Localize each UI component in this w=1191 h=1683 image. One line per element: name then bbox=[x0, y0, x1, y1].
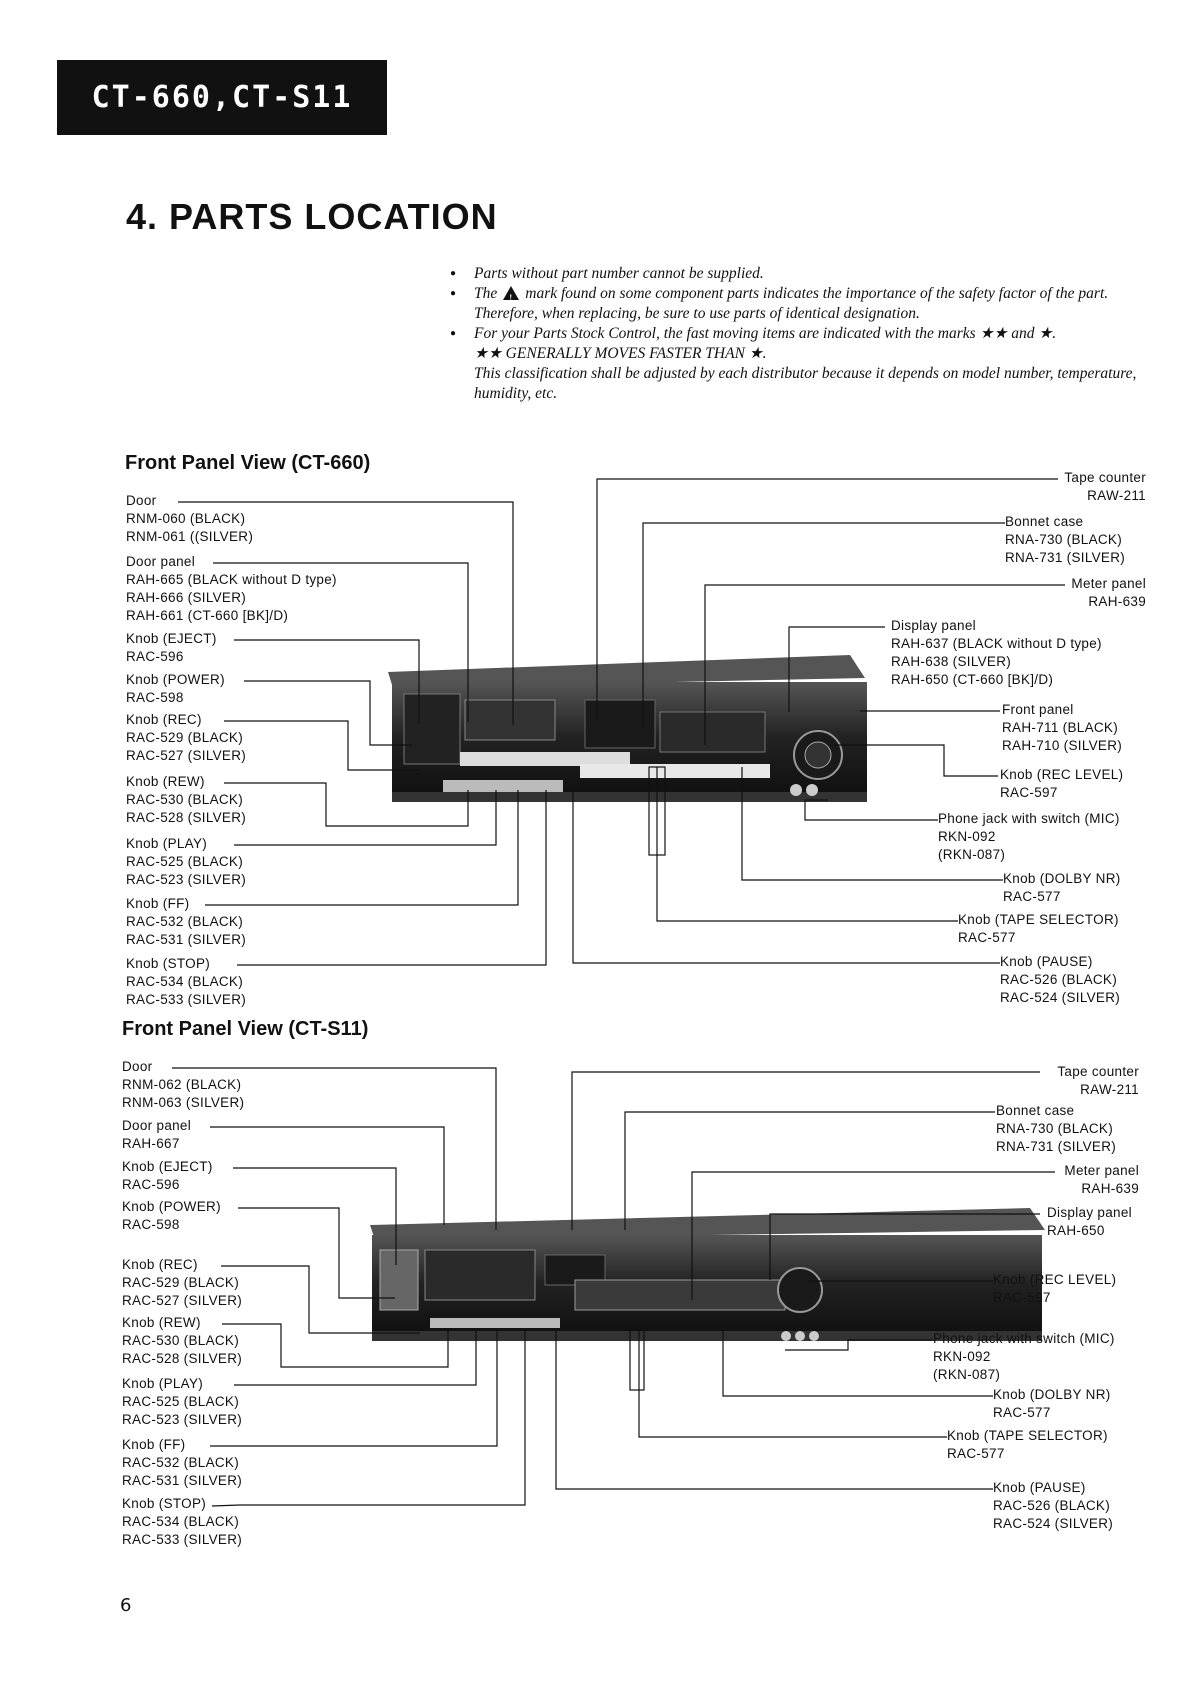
label-knob-stop bbox=[122, 1495, 242, 1549]
label-meter-panel bbox=[1071, 575, 1146, 611]
label-knob-pause bbox=[1000, 953, 1120, 1007]
label-text: RAC-531 (SILVER) bbox=[122, 1473, 243, 1488]
label-knob-rec-level bbox=[1000, 766, 1123, 802]
label-text: RAH-667 bbox=[122, 1136, 180, 1151]
label-knob-rec bbox=[126, 711, 246, 765]
label-text: Knob (POWER) bbox=[126, 672, 225, 687]
label-phone-jack bbox=[938, 810, 1120, 864]
label-text: RAC-534 (BLACK) bbox=[126, 974, 244, 989]
label-text: RAH-639 bbox=[1088, 594, 1146, 609]
label-door bbox=[122, 1058, 244, 1112]
label-bonnet-case bbox=[996, 1102, 1116, 1156]
label-text: Knob (REC LEVEL) bbox=[1000, 767, 1124, 782]
label-knob-tape-selector bbox=[947, 1427, 1108, 1463]
label-text: RAC-527 (SILVER) bbox=[122, 1293, 243, 1308]
label-knob-rew bbox=[122, 1314, 242, 1368]
label-text: Knob (PLAY) bbox=[126, 836, 208, 851]
note-the: The bbox=[474, 285, 498, 302]
label-text: Knob (STOP) bbox=[122, 1496, 207, 1511]
label-text: RNA-730 (BLACK) bbox=[1005, 532, 1123, 547]
label-text: RAH-665 (BLACK without D type) bbox=[126, 572, 337, 587]
label-text: Knob (FF) bbox=[126, 896, 190, 911]
label-phone-jack bbox=[933, 1330, 1115, 1384]
label-text: Door bbox=[122, 1059, 153, 1074]
label-text: RAC-528 (SILVER) bbox=[126, 810, 247, 825]
label-door-panel bbox=[122, 1117, 191, 1153]
label-text: RAH-639 bbox=[1081, 1181, 1139, 1196]
label-text: RAC-531 (SILVER) bbox=[126, 932, 247, 947]
label-text: RAC-529 (BLACK) bbox=[122, 1275, 240, 1290]
label-text: (RKN-087) bbox=[933, 1367, 1001, 1382]
label-text: Knob (REC LEVEL) bbox=[993, 1272, 1117, 1287]
label-text: Door panel bbox=[122, 1118, 192, 1133]
label-text: RAC-533 (SILVER) bbox=[122, 1532, 243, 1547]
label-text: Door panel bbox=[126, 554, 196, 569]
label-text: RKN-092 bbox=[938, 829, 996, 844]
label-text: Knob (REW) bbox=[126, 774, 205, 789]
label-text: RAC-523 (SILVER) bbox=[122, 1412, 243, 1427]
label-text: Front panel bbox=[1002, 702, 1074, 717]
label-text: Knob (PLAY) bbox=[122, 1376, 204, 1391]
label-text: RAC-525 (BLACK) bbox=[126, 854, 244, 869]
label-knob-power bbox=[122, 1198, 221, 1234]
label-knob-ff bbox=[126, 895, 246, 949]
label-text: RAH-710 (SILVER) bbox=[1002, 738, 1123, 753]
label-text: RAC-598 bbox=[126, 690, 184, 705]
label-tape-counter bbox=[1057, 1063, 1139, 1099]
label-text: Phone jack with switch (MIC) bbox=[938, 811, 1120, 826]
note-item: This classification shall be adjusted by each distributor because it depends on model number, temperature, humidity, etc. bbox=[474, 365, 1137, 402]
label-text: Bonnet case bbox=[996, 1103, 1075, 1118]
label-text: RAC-532 (BLACK) bbox=[122, 1455, 240, 1470]
label-text: RAC-530 (BLACK) bbox=[126, 792, 244, 807]
label-display-panel bbox=[1047, 1204, 1132, 1240]
label-text: RAC-523 (SILVER) bbox=[126, 872, 247, 887]
view-title-ct660: Front Panel View (CT-660) bbox=[125, 452, 371, 474]
label-knob-power bbox=[126, 671, 225, 707]
label-text: RAH-637 (BLACK without D type) bbox=[891, 636, 1102, 651]
label-text: RAC-533 (SILVER) bbox=[126, 992, 247, 1007]
label-text: Meter panel bbox=[1064, 1163, 1139, 1178]
label-knob-play bbox=[126, 835, 246, 889]
label-text: RAC-596 bbox=[122, 1177, 180, 1192]
label-text: RNA-731 (SILVER) bbox=[1005, 550, 1126, 565]
note-text: mark found on some component parts indicates the importance of the safety factor of the part. Therefore, when replacing, be sure to use parts of identical designation. bbox=[474, 285, 1109, 322]
label-text: RAC-524 (SILVER) bbox=[1000, 990, 1121, 1005]
label-text: Knob (EJECT) bbox=[122, 1159, 213, 1174]
label-text: RAC-526 (BLACK) bbox=[1000, 972, 1118, 987]
label-knob-rew bbox=[126, 773, 246, 827]
label-text: RNM-061 ((SILVER) bbox=[126, 529, 254, 544]
label-knob-rec-level bbox=[993, 1271, 1116, 1307]
label-text: RAW-211 bbox=[1087, 488, 1146, 503]
label-text: RAC-597 bbox=[993, 1290, 1051, 1305]
label-knob-tape-selector bbox=[958, 911, 1119, 947]
label-text: RNM-063 (SILVER) bbox=[122, 1095, 245, 1110]
label-text: RAW-211 bbox=[1080, 1082, 1139, 1097]
label-text: RAC-532 (BLACK) bbox=[126, 914, 244, 929]
note-item: ★★ GENERALLY MOVES FASTER THAN ★. bbox=[474, 345, 767, 362]
label-display-panel bbox=[891, 617, 1102, 689]
label-text: RAC-525 (BLACK) bbox=[122, 1394, 240, 1409]
label-text: RAC-528 (SILVER) bbox=[122, 1351, 243, 1366]
label-text: Knob (EJECT) bbox=[126, 631, 217, 646]
label-text: Knob (TAPE SELECTOR) bbox=[958, 912, 1119, 927]
label-text: RKN-092 bbox=[933, 1349, 991, 1364]
view-title-cts11: Front Panel View (CT-S11) bbox=[122, 1018, 369, 1040]
label-text: RAC-534 (BLACK) bbox=[122, 1514, 240, 1529]
label-text: Tape counter bbox=[1064, 470, 1146, 485]
label-text: Knob (DOLBY NR) bbox=[1003, 871, 1121, 886]
label-text: RNA-730 (BLACK) bbox=[996, 1121, 1114, 1136]
label-text: RAH-661 (CT-660 [BK]/D) bbox=[126, 608, 289, 623]
label-tape-counter bbox=[1064, 469, 1146, 505]
label-text: RAC-577 bbox=[1003, 889, 1061, 904]
label-text: RAC-598 bbox=[122, 1217, 180, 1232]
label-knob-play bbox=[122, 1375, 242, 1429]
label-front-panel bbox=[1002, 701, 1122, 755]
label-text: RAH-650 bbox=[1047, 1223, 1105, 1238]
label-text: RAC-577 bbox=[993, 1405, 1051, 1420]
label-knob-eject bbox=[126, 630, 217, 666]
label-text: Bonnet case bbox=[1005, 514, 1084, 529]
label-text: Knob (TAPE SELECTOR) bbox=[947, 1428, 1108, 1443]
label-knob-pause bbox=[993, 1479, 1113, 1533]
label-text: RAH-711 (BLACK) bbox=[1002, 720, 1119, 735]
label-text: Phone jack with switch (MIC) bbox=[933, 1331, 1115, 1346]
label-text: Display panel bbox=[1047, 1205, 1132, 1220]
note-item: ● For your Parts Stock Control, the fast moving items are indicated with the marks ★★ and ★. bbox=[448, 324, 1148, 344]
label-text: Knob (STOP) bbox=[126, 956, 211, 971]
label-text: Display panel bbox=[891, 618, 976, 633]
label-text: Knob (REC) bbox=[126, 712, 202, 727]
label-text: Knob (FF) bbox=[122, 1437, 186, 1452]
label-knob-eject bbox=[122, 1158, 213, 1194]
label-text: RAC-530 (BLACK) bbox=[122, 1333, 240, 1348]
label-text: Knob (POWER) bbox=[122, 1199, 221, 1214]
label-text: Knob (PAUSE) bbox=[1000, 954, 1093, 969]
label-text: Knob (PAUSE) bbox=[993, 1480, 1086, 1495]
label-text: RAC-577 bbox=[958, 930, 1016, 945]
label-knob-stop bbox=[126, 955, 246, 1009]
label-text: RAC-526 (BLACK) bbox=[993, 1498, 1111, 1513]
label-door-panel bbox=[126, 553, 337, 625]
label-text: Meter panel bbox=[1071, 576, 1146, 591]
note-item: ● Parts without part number cannot be supplied. bbox=[448, 264, 1148, 284]
label-text: RAH-650 (CT-660 [BK]/D) bbox=[891, 672, 1054, 687]
deck-photo-ct660 bbox=[388, 655, 867, 802]
label-text: Tape counter bbox=[1057, 1064, 1139, 1079]
label-meter-panel bbox=[1064, 1162, 1139, 1198]
label-text: Door bbox=[126, 493, 157, 508]
label-knob-rec bbox=[122, 1256, 242, 1310]
label-door bbox=[126, 492, 253, 546]
label-text: RNM-060 (BLACK) bbox=[126, 511, 246, 526]
label-text: RAH-666 (SILVER) bbox=[126, 590, 247, 605]
label-text: RNA-731 (SILVER) bbox=[996, 1139, 1117, 1154]
label-knob-dolby-nr bbox=[993, 1386, 1111, 1422]
label-text: Knob (REW) bbox=[122, 1315, 201, 1330]
label-text: Knob (DOLBY NR) bbox=[993, 1387, 1111, 1402]
label-text: RAC-524 (SILVER) bbox=[993, 1516, 1114, 1531]
deck-photo-cts11 bbox=[370, 1208, 1045, 1341]
page-number: 6 bbox=[120, 1595, 132, 1616]
label-knob-ff bbox=[122, 1436, 242, 1490]
label-text: RAH-638 (SILVER) bbox=[891, 654, 1012, 669]
label-text: RAC-577 bbox=[947, 1446, 1005, 1461]
label-text: RAC-596 bbox=[126, 649, 184, 664]
label-text: RAC-527 (SILVER) bbox=[126, 748, 247, 763]
label-text: RAC-529 (BLACK) bbox=[126, 730, 244, 745]
label-text: RAC-597 bbox=[1000, 785, 1058, 800]
label-knob-dolby-nr bbox=[1003, 870, 1121, 906]
label-bonnet-case bbox=[1005, 513, 1125, 567]
label-text: (RKN-087) bbox=[938, 847, 1006, 862]
model-banner: CT-660,CT-S11 bbox=[57, 60, 387, 135]
label-text: RNM-062 (BLACK) bbox=[122, 1077, 242, 1092]
label-text: Knob (REC) bbox=[122, 1257, 198, 1272]
section-title: 4. PARTS LOCATION bbox=[126, 196, 498, 237]
